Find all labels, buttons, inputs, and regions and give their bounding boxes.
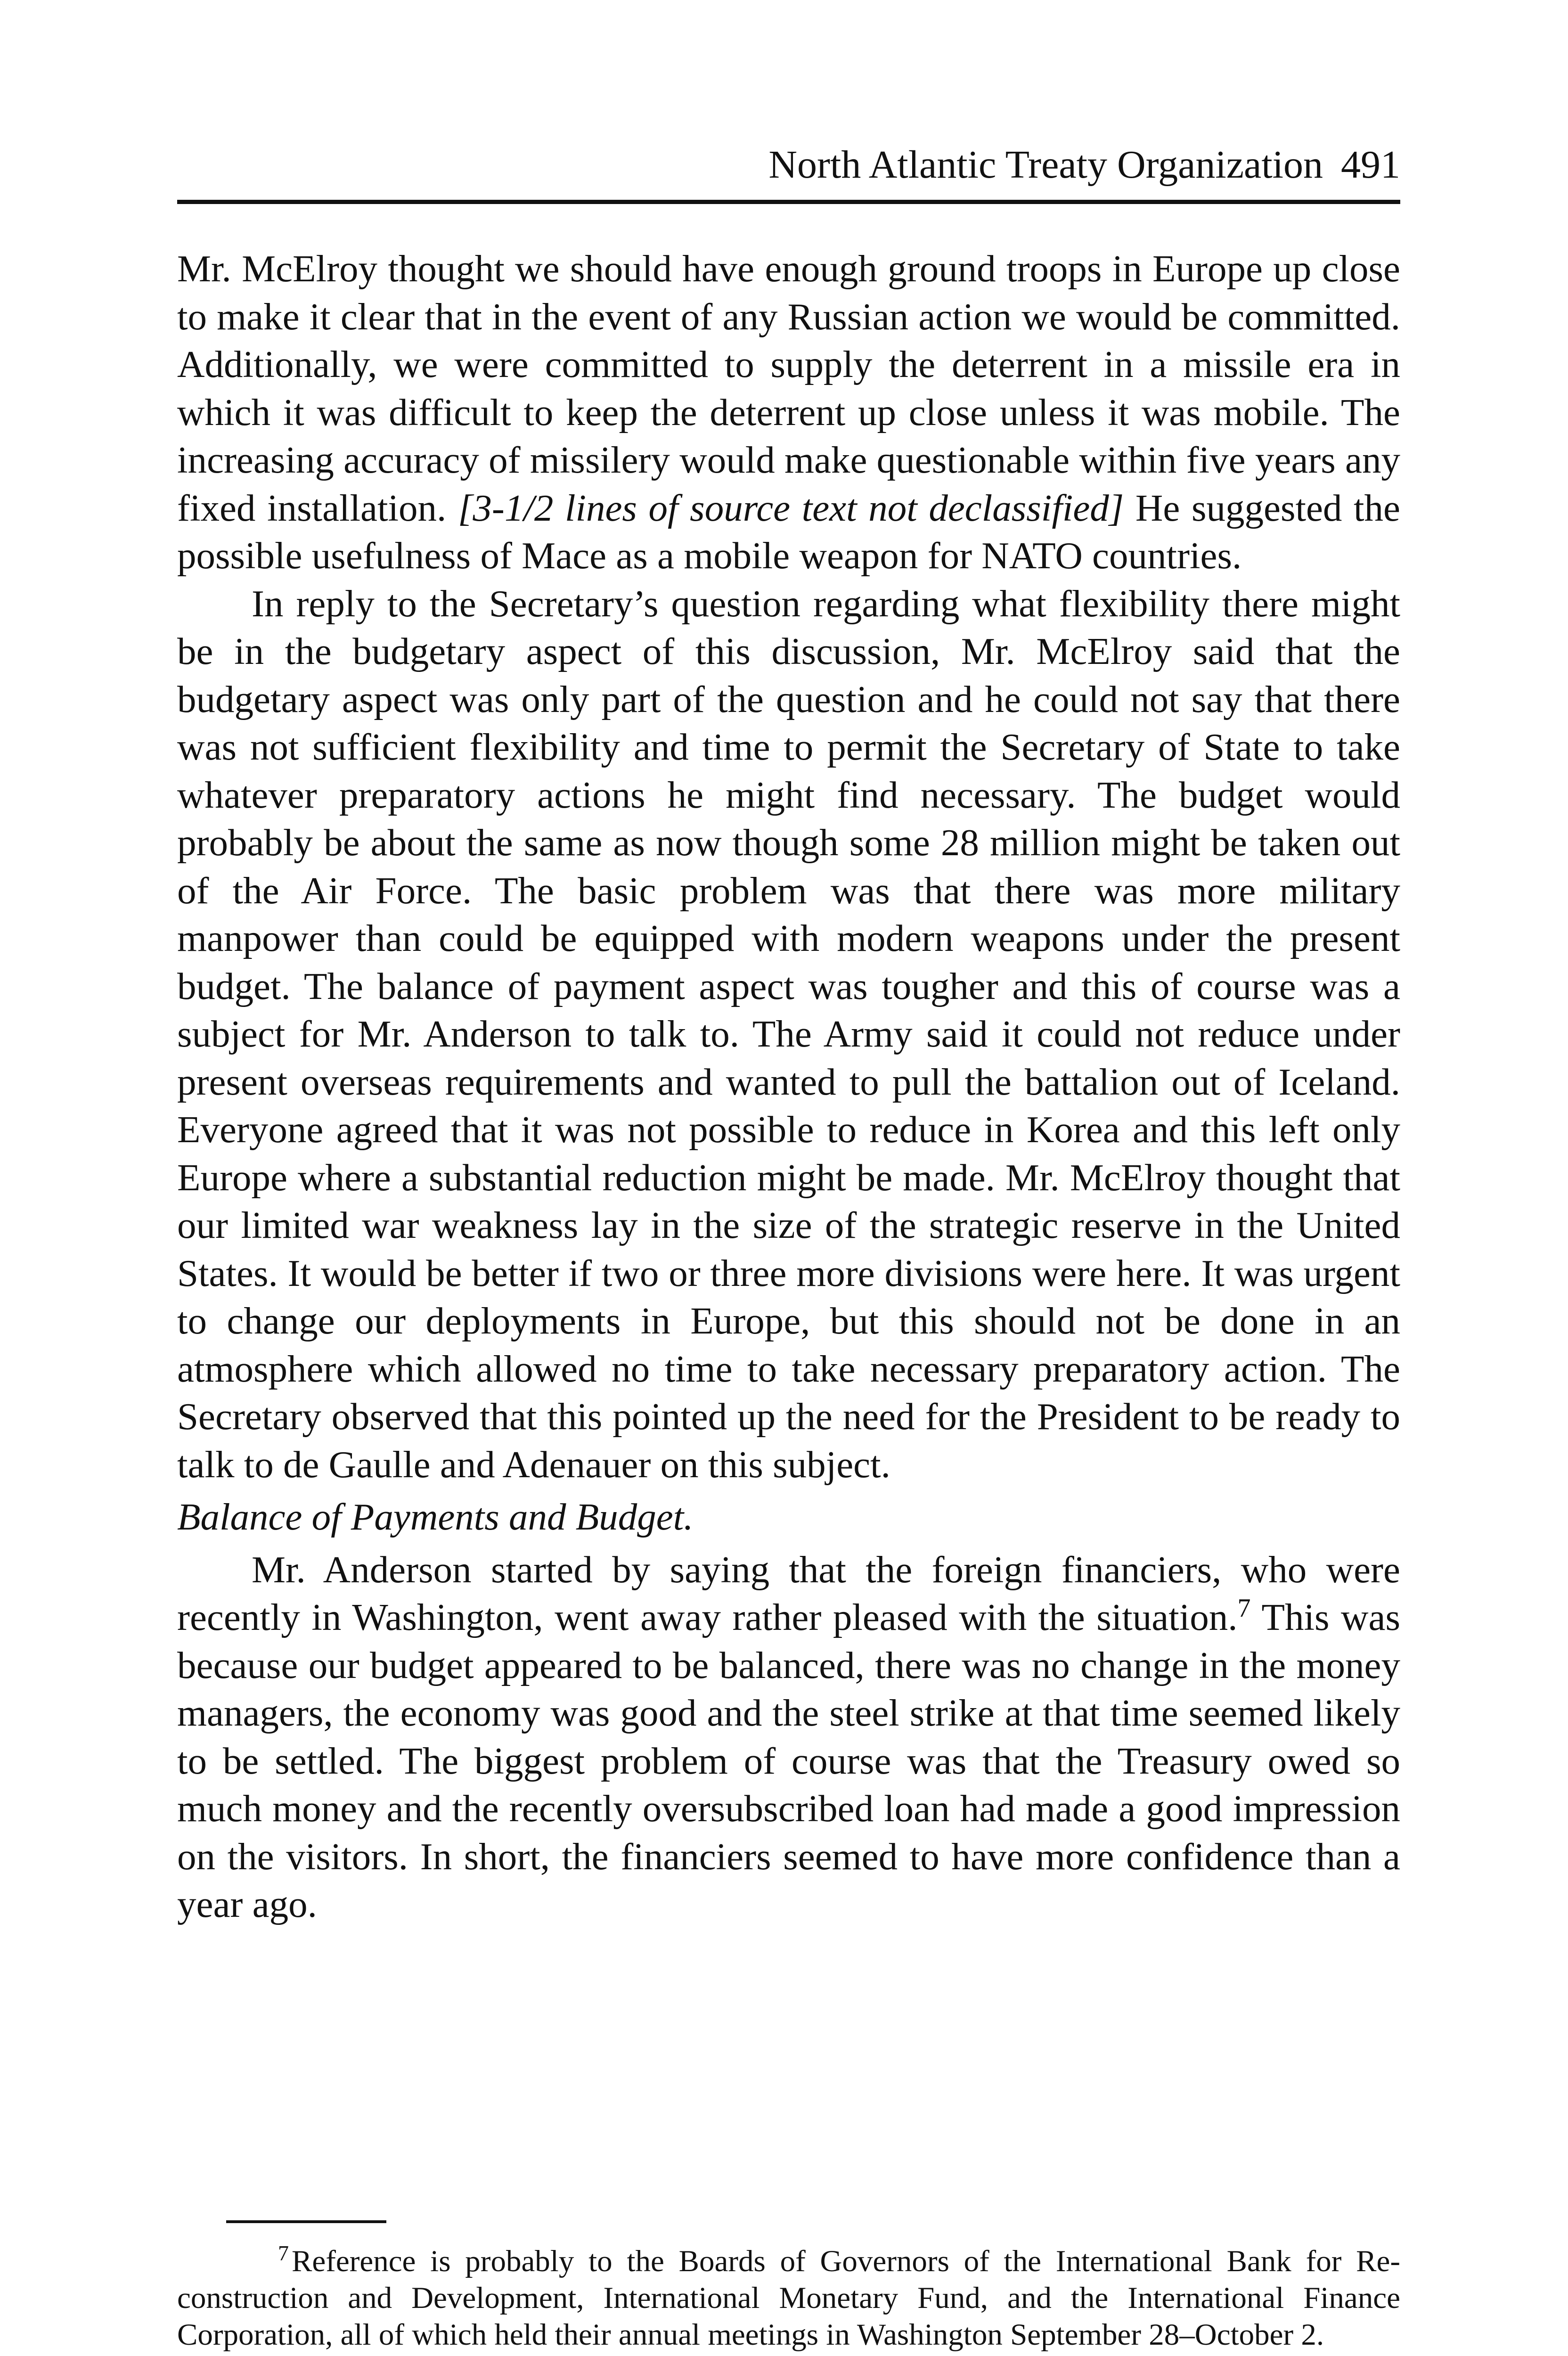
paragraph-1-text-after: He suggested the possible usefulness of Mace as a mobile weapon for NATO countries. xyxy=(177,486,1400,577)
body-text xyxy=(177,245,1400,1929)
footnote-number: 7 xyxy=(278,2241,289,2266)
section-title: Balance of Payments and Budget. xyxy=(177,1496,694,1538)
redaction-note: [3-1/2 lines of source text not declassified] xyxy=(457,486,1124,529)
paragraph-3-text-before: Mr. Anderson started by saying that the foreign financiers, who were recently in Washington, went away rather pleased with the situation. xyxy=(177,1548,1400,1638)
paragraph-3-text-after: This was because our budget appeared to be balanced, there was no change in the money managers, the economy was good and the steel strike at that time seemed likely to be settled. The biggest problem of course was that the Treasury owed so much money and the recently oversubscribed loan had made a good impression on the visitors. In short, the financiers seemed to have more confidence than a year ago. xyxy=(177,1596,1400,1925)
paragraph-1 xyxy=(177,245,1400,580)
footnote xyxy=(177,2243,1400,2353)
paragraph-3 xyxy=(177,1546,1400,1929)
paragraph-1-text-before: Mr. McElroy thought we should have enough ground troops in Europe up close to make it clear that in the event of any Russian action we would be committed. Additionally, we were committed to supply the deterrent in a missile era in which it was difficult to keep the deterrent up close unless it was mobile. The increasing accuracy of missilery would make questionable within five years any fixed installation. xyxy=(177,247,1400,529)
paragraph-2: In reply to the Secretary’s question regarding what flexibility there might be in the budgetary aspect of this discussion, Mr. McElroy said that the budgetary aspect was only part of the question and he could not say that there was not sufficient flexibility and time to permit the Secretary of State to take whatever preparatory actions he might find necessary. The budget would probably be about the same as now though some 28 million might be taken out of the Air Force. The basic problem was that there was more military manpower than could be equipped with modern weapons under the present budget. The balance of payment aspect was tougher and this of course was a subject for Mr. Anderson to talk to. The Army said it could not reduce under present overseas requirements and wanted to pull the battalion out of Iceland. Everyone agreed that it was not possible to reduce in Korea and this left only Europe where a substantial reduction might be made. Mr. McElroy thought that our limited war weakness lay in the size of the strategic reserve in the United States. It would be better if two or three more divisions were here. It was urgent to change our deployments in Europe, but this should not be done in an atmosphere which allowed no time to take necessary preparatory action. The Secretary observed that this pointed up the need for the President to be ready to talk to de Gaulle and Adenauer on this subject. xyxy=(177,582,1400,1486)
footnote-reference: 7 xyxy=(1237,1594,1251,1623)
running-head xyxy=(177,141,1400,188)
header-rule xyxy=(177,200,1400,204)
page-number: 491 xyxy=(1341,143,1400,187)
footnote-rule xyxy=(226,2220,386,2223)
footnote-text: Reference is probably to the Boards of Governors of the International Bank for Reconstruction and Development, International Monetary Fund, and the International Finance Corporation, all of which held their annual meetings in Washington September 28–October 2. xyxy=(177,2244,1400,2352)
running-title: North Atlantic Treaty Organization xyxy=(768,143,1323,187)
